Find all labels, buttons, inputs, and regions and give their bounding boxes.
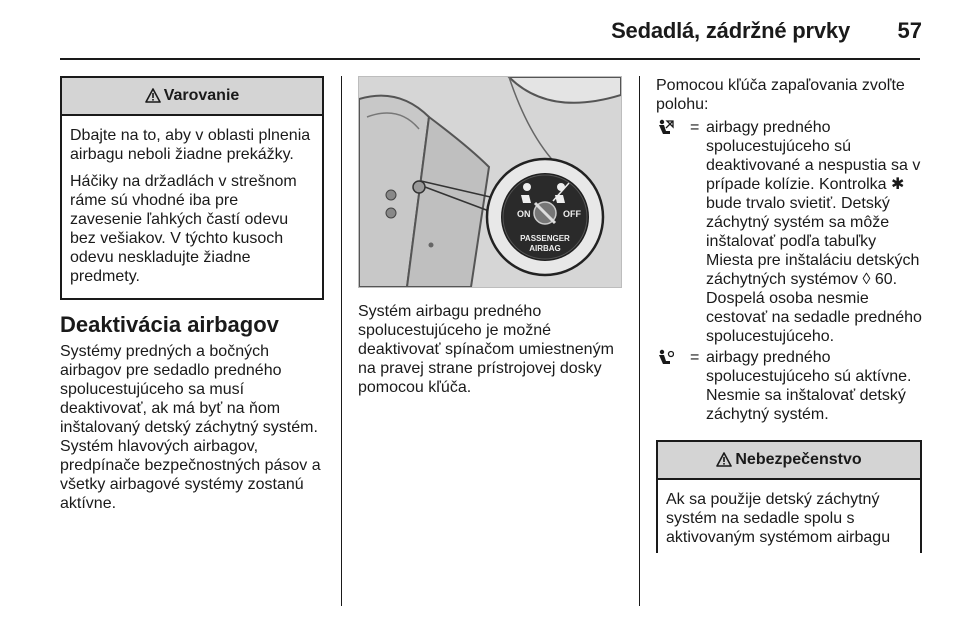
airbag-switch-figure [358,76,622,288]
section-title: Deaktivácia airbagov [60,312,279,337]
warning-body [62,116,322,298]
equals-sign: = [690,119,700,136]
airbag-on-icon [656,349,674,367]
position-intro: Pomocou kľúča zapaľovania zvoľte polohu: [656,77,905,113]
warning-triangle-icon [716,452,732,467]
switch-name-line2: AIRBAG [529,244,561,253]
airbag-off-icon [656,119,674,137]
warning-paragraph: Háčiky na držadlách v strešnom ráme sú vhodné iba pre zavesenie ľahkých častí odevu bez vešiakov. V týchto kusoch odevu neskladujte žiadne predmety. [70,173,297,285]
position-item-text: airbagy predného spolucestujúceho sú deaktivované a nespustia sa v prípade kolízie. Kontrolka ✱ bude trvalo svietiť. Detský záchytný systém sa môže inštalovať podľa tabuľky Miesta pre inštaláciu detských záchytných systémov ◊ 60. Dospelá osoba nesmie cestovať na sedadle predného spolucestujúceho. [706,119,922,345]
equals-sign: = [690,349,700,366]
position-item-text: airbagy predného spolucestujúceho sú aktívne. Nesmie sa inštalovať detský záchytný systém. [706,349,912,423]
column-middle [358,76,622,397]
column-left [60,76,324,513]
switch-off-label: OFF [563,209,581,219]
danger-title-text: Nebezpečenstvo [735,451,862,468]
section-body: Systémy predných a bočných airbagov pre sedadlo predného spolucestujúceho sa musí deaktivovať, ak má byť na ňom inštalovaný detský záchytný systém. Systém hlavových airbagov, predpínače bezpečnostných pásov a všetky airbagové systémy zostanú aktívne. [60,343,321,512]
warning-title [62,78,322,116]
position-item-off [656,118,922,346]
warning-paragraph: Dbajte na to, aby v oblasti plnenia airbagu neboli žiadne prekážky. [70,127,311,163]
figure-caption: Systém airbagu predného spolucestujúceho je možné deaktivovať spínačom umiestneným na pravej strane prístrojovej dosky pomocou kľúča. [358,303,614,396]
danger-body [658,480,920,553]
column-divider [639,76,640,606]
header-title: Sedadlá, zádržné prvky [611,18,850,43]
switch-on-label: ON [517,209,531,219]
danger-paragraph: Ak sa použije detský záchytný systém na sedadle spolu s aktivovaným systémom airbagu [666,491,891,546]
warning-box [60,76,324,300]
position-item-on [656,348,922,424]
warning-title-text: Varovanie [163,87,240,104]
column-right [656,76,922,553]
column-divider [341,76,342,606]
page-number: 57 [897,18,922,43]
switch-name-line1: PASSENGER [520,234,570,243]
warning-triangle-icon [145,88,161,103]
danger-title [658,442,920,480]
danger-box [656,440,922,553]
airbag-switch-illustration [359,77,621,287]
header-rule [60,58,920,60]
